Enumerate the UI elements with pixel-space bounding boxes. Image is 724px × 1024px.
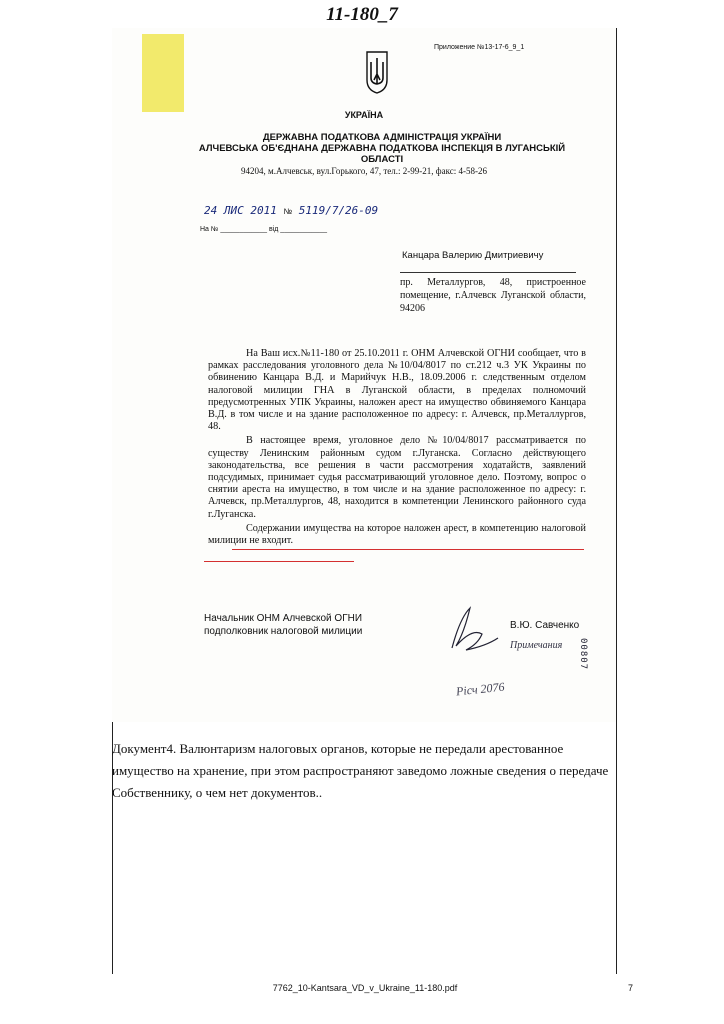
coat-of-arms-icon [364,50,390,94]
document-caption: Документ4. Валюнтаризм налоговых органов, которые не передали арестованное имущество на хранение, при этом распространяют заведомо ложные сведения о передаче Собственнику, о чем нет документов.. [112,741,609,800]
page-id: 11-180_7 [326,4,398,25]
signer-title-line-2: подполковник налоговой милиции [204,626,363,637]
org-line-3: ОБЛАСТІ [360,154,404,165]
organization-heading [172,132,592,165]
outgoing-reference [204,204,378,217]
org-line-2: АЛЧЕВСЬКА ОБ'ЄДНАНА ДЕРЖАВНА ПОДАТКОВА ІНСПЕКЦІЯ В ЛУГАНСЬКІЙ [198,143,566,154]
organization-address: 94204, м.Алчевськ, вул.Горького, 47, тел.: 2-99-21, факс: 4-58-26 [241,166,487,176]
footer-page-number: 7 [628,983,634,993]
signer-title-line-1: Начальник ОНМ Алчевской ОГНИ [204,613,363,624]
signature-mark [442,598,502,658]
red-underline-1 [232,549,584,550]
reply-to-line: На № ____________ від ____________ [200,226,328,233]
sticky-note [142,34,184,112]
annex-label: Приложение №13-17-6_9_1 [434,44,525,51]
outgoing-date: 24 ЛИС 2011 [204,204,277,217]
right-margin-rule [616,28,617,974]
country-heading: УКРАЇНА [344,110,384,120]
outgoing-no-label: № [283,207,293,216]
outgoing-number: 5119/7/26-09 [298,204,379,217]
org-line-1: ДЕРЖАВНА ПОДАТКОВА АДМІНІСТРАЦІЯ УКРАЇНИ [262,132,502,143]
handwritten-note-1: Примечания [510,640,563,651]
body-paragraph-2: В настоящее время, уголовное дело №10/04/8017 рассматривается по существу Ленинским районным судом г.Луганска. Согласно действующего законодательства, все решения в части рассмотрения ходатайств, заявлений подсудимых, принимает судья рассматривающий уголовное дело. Поэтому, вопрос о снятии ареста на имущество, в том числе и на здание расположенное по адресу: г. Алчевск, пр.Металлургов, 48, находится в компетенции Ленинского районного суда г.Луганска. [208,435,586,520]
scanned-letter [112,28,616,722]
footer-filename: 7762_10-Kantsara_VD_v_Ukraine_11-180.pdf [272,983,458,993]
signer-name: В.Ю. Савченко [510,620,580,631]
signer-title [204,612,362,638]
recipient-name: Канцара Валерию Дмитриевичу [402,250,544,261]
red-underline-2 [204,561,354,562]
stamp-number: 00807 [578,638,588,671]
recipient-address: пр. Металлургов, 48, пристроенное помещение, г.Алчевск Луганской области, 94206 [400,277,586,314]
handwritten-note-2: Рісч 2076 [455,679,506,699]
recipient-divider [400,272,576,273]
body-paragraph-1: На Ваш исх.№11-180 от 25.10.2011 г. ОНМ Алчевской ОГНИ сообщает, что в рамках расследования уголовного дела №10/04/8017 по ст.212 ч.3 УК Украины по обвинению Канцара В.Д. и Марийчук Н.В., 18.09.2006 г. следственным отделом налоговой милиции ГНА в Луганской области, в пределах полномочий предусмотренных УПК Украины, наложен арест на имущество обвиняемого Канцара В.Д. в том числе и на здание расположенное по адресу: г. Алчевск, пр.Металлургов, 48. [208,348,586,433]
body-paragraph-3: Содержании имущества на которое наложен арест, в компетенцию налоговой милиции не входит. [208,522,586,547]
letter-body [208,348,586,549]
